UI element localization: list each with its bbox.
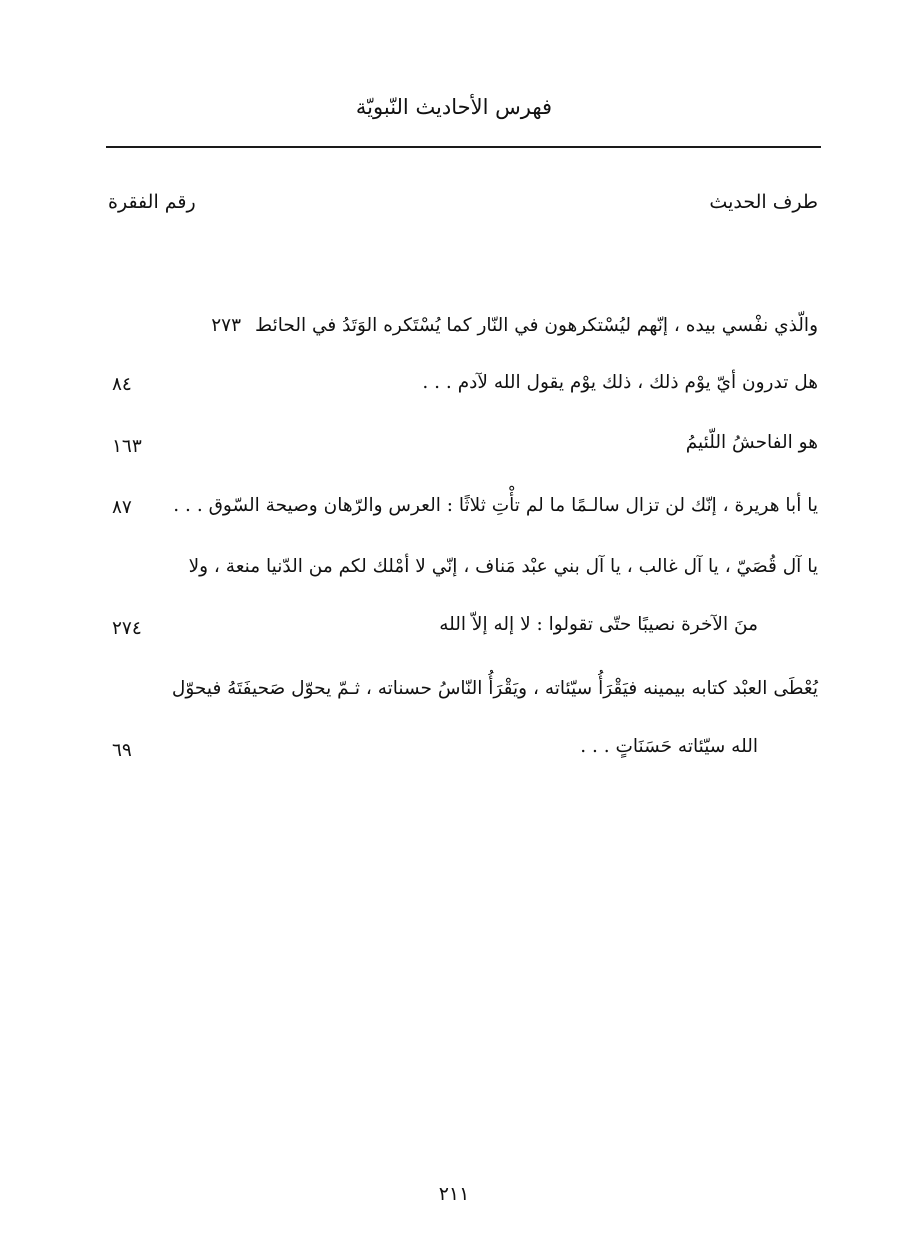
hadith-entry-4: يا أبا هريرة ، إنّك لن تزال سالـمًا ما لم تأْتِ ثلاثًا : العرس والرّهان وصيحة السّوق . . . [173, 495, 818, 516]
column-header-hadith: طرف الحديث [709, 191, 818, 213]
hadith-entry-5-line-2: منَ الآخرة نصيبًا حتّى تقولوا : لا إله إلاّ الله [439, 614, 758, 635]
hadith-entry-6-line-1: يُعْطَى العبْد كتابه بيمينه فيَقْرَأُ سيّئاته ، ويَقْرَأُ النّاسُ حسناته ، ثـمّ يحوّل صَحيفَتَهُ فيحوّل [171, 678, 818, 699]
paragraph-number: ٢٧٣ [211, 315, 242, 336]
hadith-entry-2: هل تدرون أيّ يوْم ذلك ، ذلك يوْم يقول الله لآدم . . . [422, 372, 818, 393]
column-header-paragraph: رقم الفقرة [108, 191, 196, 213]
paragraph-number: ٨٤ [112, 374, 132, 395]
paragraph-number: ١٦٣ [112, 436, 142, 457]
hadith-text: والّذي نفْسي بيده ، إنّهم ليُسْتكرهون في النّار كما يُسْتَكره الوَتَدُ في الحائط [255, 315, 818, 336]
hadith-entry-3: هو الفاحشُ اللّئيمُ [685, 432, 818, 453]
running-head-title: فهرس الأحاديث النّبويّة [355, 95, 553, 119]
paragraph-number: ٦٩ [112, 740, 132, 761]
hadith-entry-5-line-1: يا آل قُصَيّ ، يا آل غالب ، يا آل بني عبْد مَناف ، إنّي لا أمْلك لكم من الدّنيا منعة ، ولا [188, 556, 818, 577]
paragraph-number: ٢٧٤ [112, 618, 142, 639]
page-number: ٢١١ [438, 1183, 470, 1205]
hadith-entry-6-line-2: الله سيّئاته حَسَنَاتٍ . . . [580, 736, 758, 757]
paragraph-number: ٨٧ [112, 497, 132, 518]
hadith-entry-1 [211, 312, 818, 340]
header-rule [106, 146, 821, 148]
